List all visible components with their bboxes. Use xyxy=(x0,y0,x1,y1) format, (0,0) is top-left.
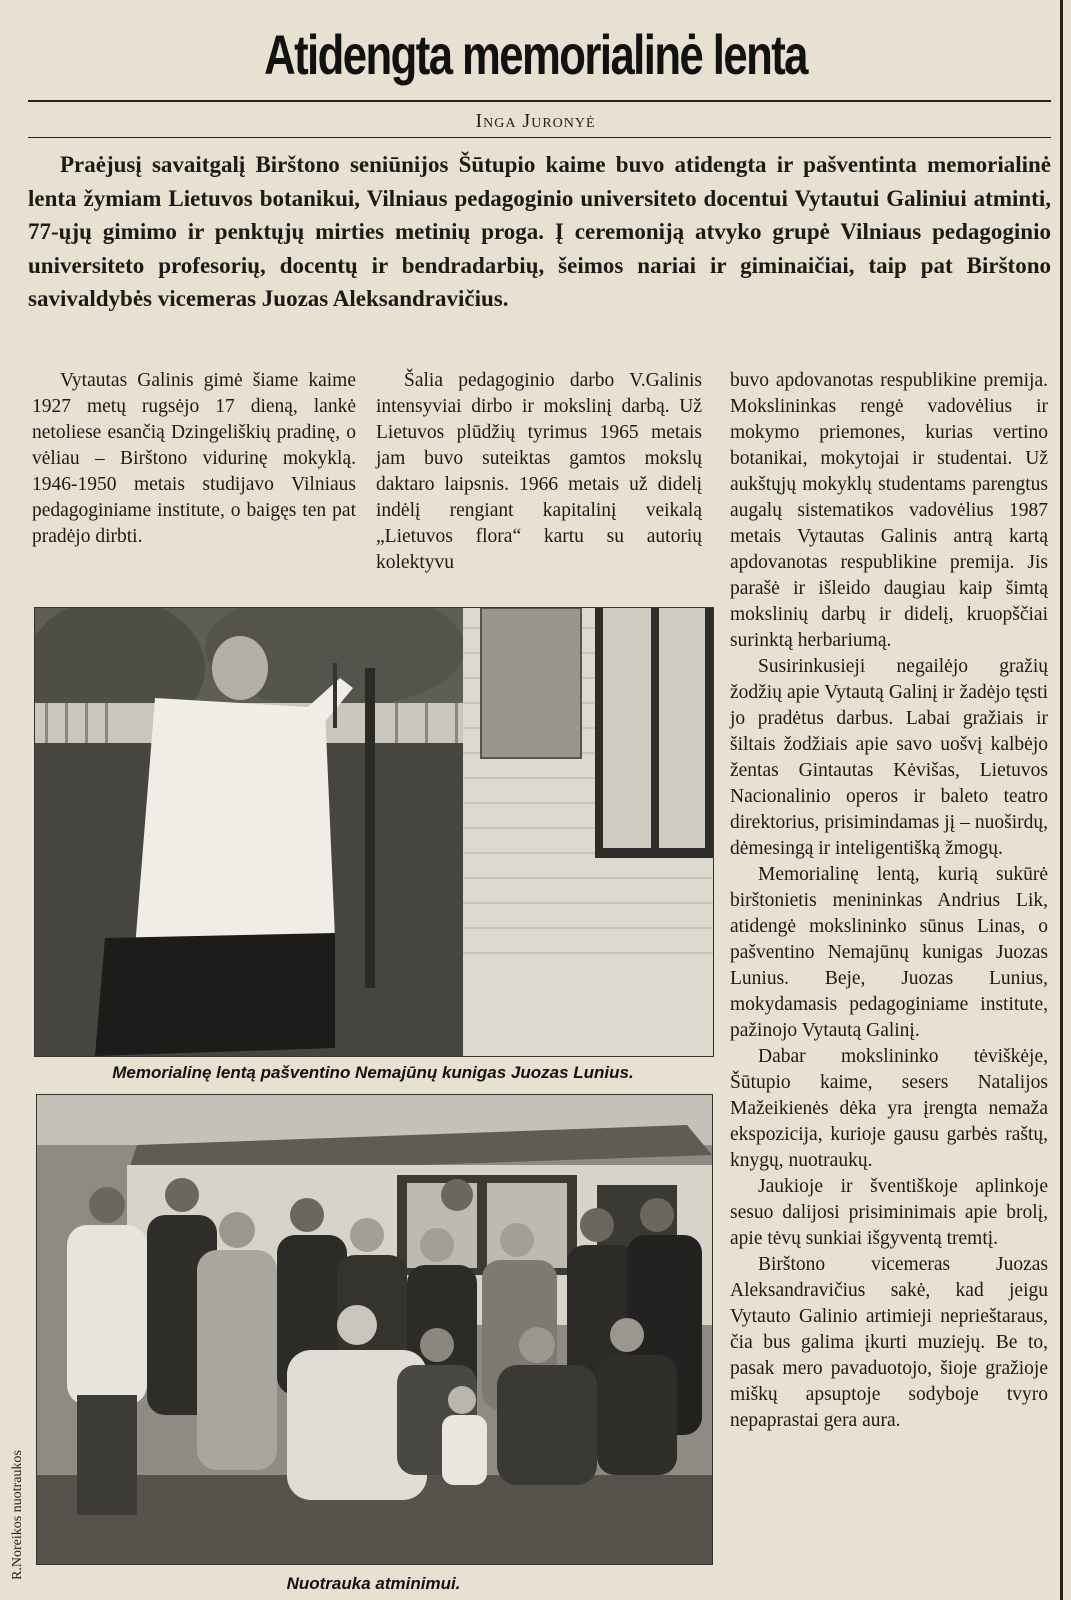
article-column-1 xyxy=(32,368,356,550)
article-byline: Inga Juronyė xyxy=(475,110,596,132)
photo-priest-blessing xyxy=(34,607,714,1057)
photo-priest-blessing-image xyxy=(35,608,713,1056)
paragraph: Vytautas Galinis gimė šiame kaime 1927 metų rugsėjo 17 dieną, lankė netoliese esančią Dzingeliškių pradinę, o vėliau – Birštono vidurinę mokyklą. 1946-1950 metais studijavo Vilniaus pedagoginiame institute, o baigęs ten pat pradėjo dirbti. xyxy=(32,370,356,547)
article-column-2 xyxy=(376,368,702,576)
headline-rule xyxy=(28,100,1051,102)
paragraph: Jaukioje ir šventiškoje aplinkoje sesuo dalijosi prisiminimais apie brolį, apie tėvų sunkiai išgyventą tremtį. xyxy=(730,1176,1048,1249)
photo-caption-2: Nuotrauka atminimui. xyxy=(286,1574,461,1593)
photo-credit: R.Noreikos nuotraukos xyxy=(10,1450,25,1580)
page-edge-rule xyxy=(1060,0,1063,1600)
paragraph: Susirinkusieji negailėjo gražių žodžių apie Vytautą Galinį ir žadėjo tęsti jo pradėtus darbus. Labai gražiais ir šiltais žodžiais apie savo uošvį kalbėjo žentas Gintautas Kėvišas, Lietuvos Nacionalinio operos ir baleto teatro direktorius, prisimindamas jį – nuoširdų, dėmesingą ir inteligentišką žmogų. xyxy=(730,656,1048,859)
photo-caption-1: Memorialinę lentą pašventino Nemajūnų kunigas Juozas Lunius. xyxy=(112,1063,634,1082)
byline-rule xyxy=(28,137,1051,138)
article-headline: Atidengta memorialinė lenta xyxy=(264,23,807,86)
paragraph: Dabar mokslininko tėviškėje, Šūtupio kaime, sesers Natalijos Mažeikienės dėka yra įrengta nemaža ekspozicija, kurioje gausu garbės raštų, knygų, nuotraukų. xyxy=(730,1046,1048,1171)
photo-group xyxy=(36,1094,713,1565)
article-column-3 xyxy=(730,368,1048,1434)
paragraph: Šalia pedagoginio darbo V.Galinis intensyviai dirbo ir mokslinį darbą. Už Lietuvos plūdžių tyrimus 1965 metais jam buvo suteiktas gamtos mokslų daktaro laipsnis. 1966 metais už didelį indėlį rengiant kapitalinį veikalą „Lietuvos flora“ kartu su autorių kolektyvu xyxy=(376,370,702,573)
article-lead: Praėjusį savaitgalį Birštono seniūnijos Šūtupio kaime buvo atidengta ir pašventinta memorialinė lenta žymiam Lietuvos botanikui, Vilniaus pedagoginio universiteto docentui Vytautui Galiniui atminti, 77-ųjų gimimo ir penktųjų mirties metinių proga. Į ceremoniją atvyko grupė Vilniaus pedagoginio universiteto profesorių, docentų ir bendradarbių, šeimos nariai ir giminaičiai, taip pat Birštono savivaldybės vicemeras Juozas Aleksandravičius. xyxy=(28,152,1051,311)
paragraph: buvo apdovanotas respublikine premija. Mokslininkas rengė vadovėlius ir mokymo priemones, kurias vertino botanikai, mokytojai ir studentai. Už aukštųjų mokyklų studentams parengtus augalų sistematikos vadovėlius 1987 metais Vytautas Galinis antrą kartą apdovanotas respublikine premija. Jis parašė ir išleido daugiau kaip šimtą mokslinių darbų ir didelį, kruopščiai surinktą herbariumą. xyxy=(730,370,1048,651)
paragraph: Birštono vicemeras Juozas Aleksandravičius sakė, kad jeigu Vytauto Galinio artimieji neprieštaraus, čia bus galima įkurti muziejų. Be to, pasak mero pavaduotojo, šioje gražioje miškų apsuptoje sodyboje tvyro nepaprastai gera aura. xyxy=(730,1254,1048,1431)
paragraph: Memorialinę lentą, kurią sukūrė birštonietis menininkas Andrius Lik, atidengė mokslininko sūnus Linas, o pašventino Nemajūnų kunigas Juozas Lunius. Beje, Juozas Lunius, mokydamasis pedagoginiame institute, pažinojo Vytautą Galinį. xyxy=(730,864,1048,1041)
photo-group-image xyxy=(37,1095,712,1564)
